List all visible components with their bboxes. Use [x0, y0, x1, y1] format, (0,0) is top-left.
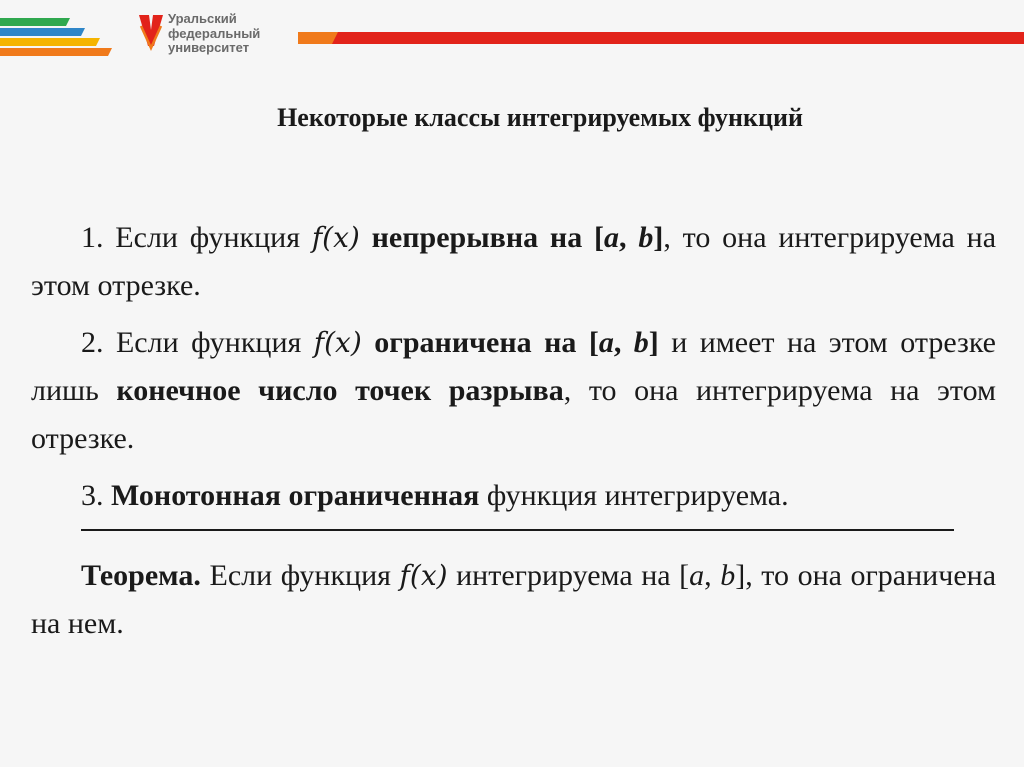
- item1-var-a: a: [604, 221, 620, 254]
- theorem-text-mid: интегрируема на [: [447, 559, 690, 592]
- item2-text-mid: и имеет на этом отрезке лишь: [31, 326, 996, 407]
- item2-formula: f(x): [313, 326, 362, 359]
- list-item-3: [31, 472, 996, 520]
- item1-formula: f(x): [311, 221, 360, 254]
- item3-text-end: функция интегрируема.: [479, 479, 789, 512]
- decorative-stripes: [0, 0, 120, 60]
- item2-text-start: 2. Если функция: [81, 326, 314, 359]
- item1-bracket: ]: [653, 221, 664, 254]
- item2-bold-text: ограничена на [: [374, 326, 599, 359]
- slide-title: Некоторые классы интегрируемых функций: [277, 103, 803, 132]
- university-name: [168, 12, 260, 56]
- item2-emphasis: [374, 326, 659, 359]
- item1-space: [360, 221, 372, 254]
- university-logo-icon: [138, 12, 164, 58]
- item1-text-end: , то она интегрируема на этом отрезке.: [31, 221, 997, 302]
- theorem-var-b: b: [720, 559, 736, 592]
- item3-emphasis: Монотонная ограниченная: [111, 479, 480, 512]
- theorem-var-a: a: [689, 559, 705, 592]
- item1-bold-text: непрерывна на [: [371, 221, 605, 254]
- item1-comma: ,: [619, 221, 639, 254]
- theorem-label: Теорема.: [81, 559, 201, 592]
- item3-number: 3.: [81, 479, 111, 512]
- list-item-2: [31, 319, 996, 463]
- theorem-text-start: Если функция: [200, 559, 400, 592]
- item2-text-end: , то она интегрируема на этом отрезке.: [31, 374, 996, 455]
- separator-line: [81, 529, 954, 531]
- blue-stripe: [0, 28, 85, 36]
- orange-stripe: [0, 48, 112, 56]
- theorem: [31, 552, 996, 648]
- yellow-stripe: [0, 38, 100, 46]
- theorem-comma: ,: [704, 559, 721, 592]
- green-stripe: [0, 18, 70, 26]
- theorem-formula: f(x): [399, 559, 448, 592]
- item1-emphasis: [372, 221, 664, 254]
- item1-text-start: 1. Если функция: [81, 221, 312, 254]
- theorem-text-end: ], то она ограничена на нем.: [31, 559, 997, 640]
- list-item-1: [31, 214, 996, 310]
- item2-emphasis-2: конечное число точек разрыва: [116, 374, 564, 407]
- item2-var-b: b: [633, 326, 649, 359]
- slide-body: [31, 214, 996, 657]
- item1-var-b: b: [638, 221, 654, 254]
- item2-bracket: ]: [648, 326, 659, 359]
- logo-line-2: федеральный: [168, 25, 261, 41]
- item2-space: [362, 326, 374, 359]
- decorative-red-bar: [298, 32, 1024, 44]
- logo-line-3: университет: [168, 40, 250, 55]
- item2-var-a: a: [598, 326, 614, 359]
- logo-line-1: Уральский: [168, 11, 237, 26]
- slide-header: [0, 0, 1024, 75]
- item2-comma: ,: [613, 326, 634, 359]
